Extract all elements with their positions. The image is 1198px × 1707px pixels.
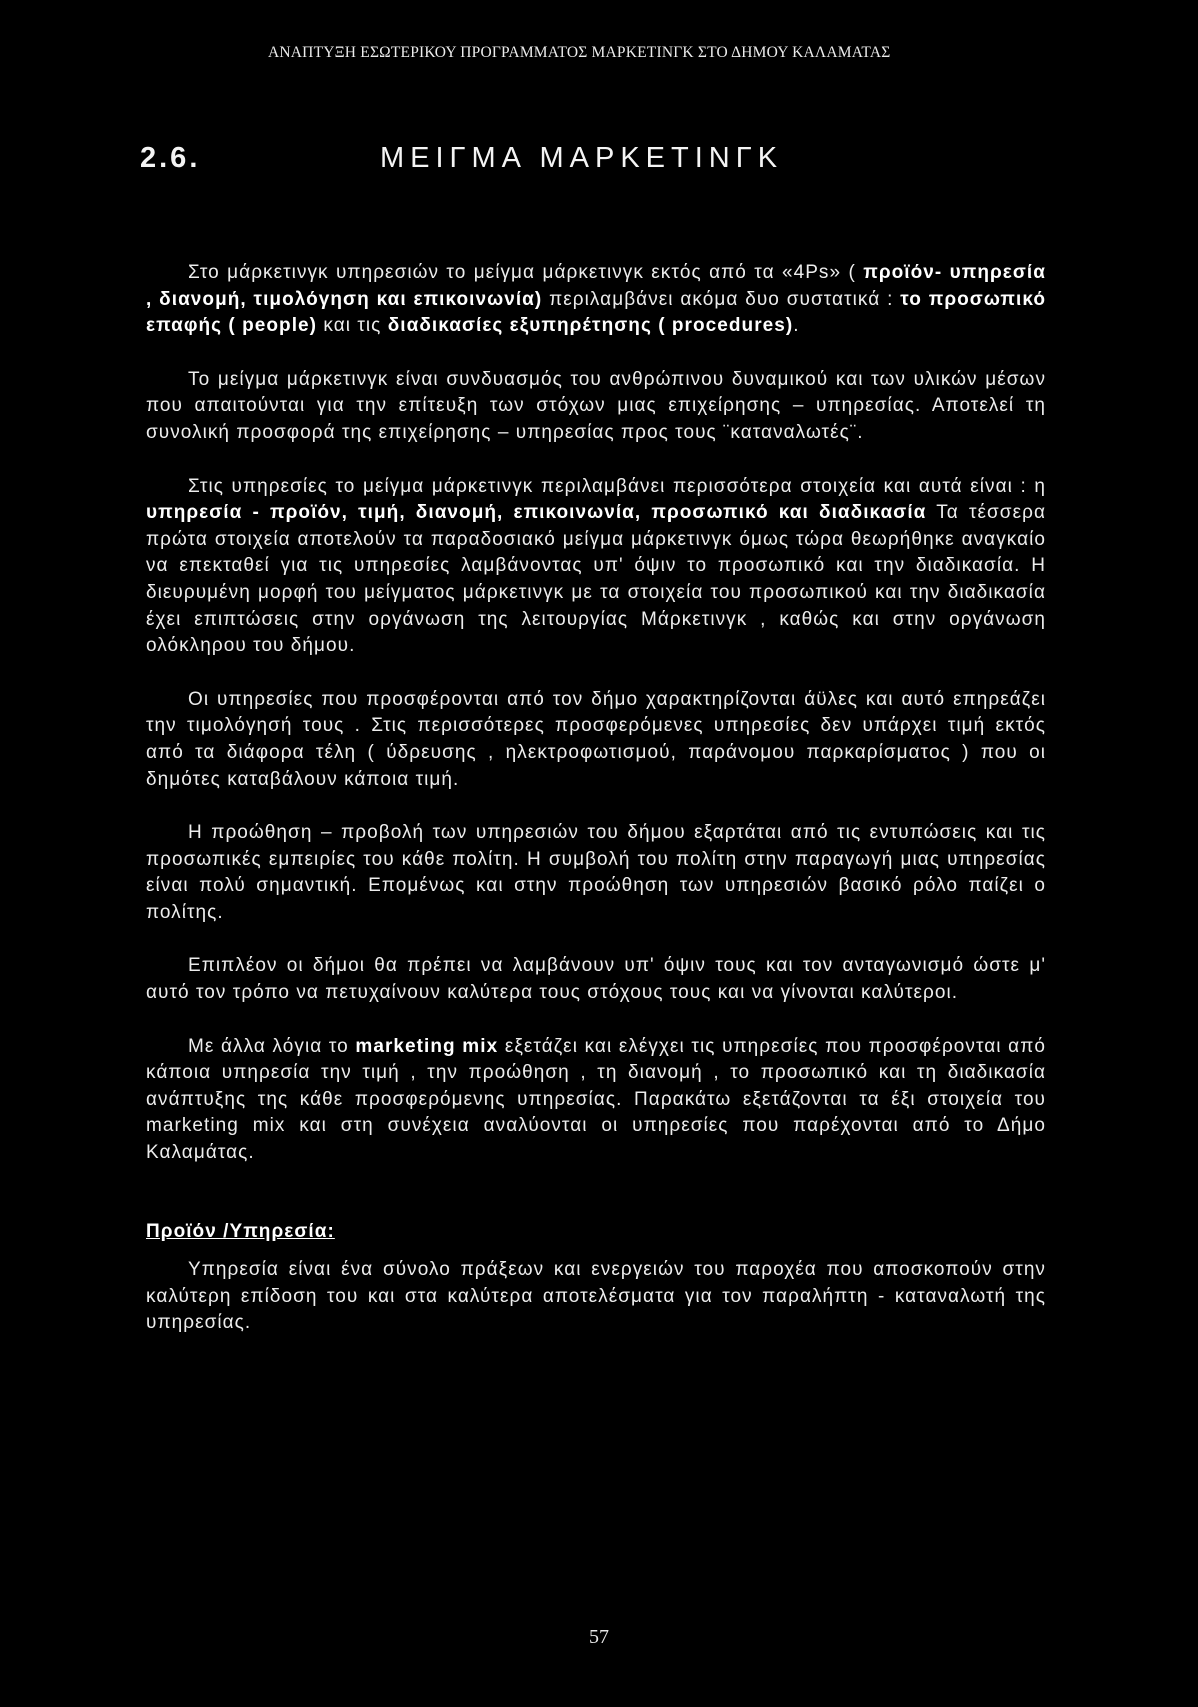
subsection-paragraph: Υπηρεσία είναι ένα σύνολο πράξεων και ενεργειών του παροχέα που αποσκοπούν στην καλύτερη επίδοση του και στα καλύτερα αποτελέσματα για τον παραλήπτη - καταναλωτή της υπηρεσίας. bbox=[146, 1259, 1046, 1334]
paragraph-7 bbox=[146, 1034, 1046, 1167]
section-heading bbox=[140, 142, 1040, 175]
bold-run: προϊόν- υπηρεσία , διανομή, τιμολόγηση και επικοινωνία) bbox=[146, 262, 1046, 310]
section-number: 2.6. bbox=[140, 142, 201, 174]
paragraph-2: Το μείγμα μάρκετινγκ είναι συνδυασμός του ανθρώπινου δυναμικού και των υλικών μέσων που απαιτούνται για την επίτευξη των στόχων μιας επιχείρησης – υπηρεσίας. Αποτελεί τη συνολική προσφορά της επιχείρησης – υπηρεσίας προς τους ¨καταναλωτές¨. bbox=[146, 368, 1046, 443]
paragraph-6: Επιπλέον οι δήμοι θα πρέπει να λαμβάνουν υπ' όψιν τους και τον ανταγωνισμό ώστε μ' αυτό τον τρόπο να πετυχαίνουν καλύτερα τους στόχους τους και να γίνονται καλύτεροι. bbox=[146, 955, 1046, 1004]
text-run: Στο μάρκετινγκ υπηρεσιών το μείγμα μάρκετινγκ εκτός από τα «4Ps» ( bbox=[188, 262, 864, 283]
section-title: ΜΕΙΓΜΑ ΜΑΡΚΕΤΙΝΓΚ bbox=[380, 142, 784, 174]
bold-run: marketing mix bbox=[355, 1035, 499, 1057]
paragraph-4: Οι υπηρεσίες που προσφέρονται από τον δήμο χαρακτηρίζονται άϋλες και αυτό επηρεάζει την τιμολόγησή τους . Στις περισσότερες προσφερόμενες υπηρεσίες δεν υπάρχει τιμή εκτός από τα διάφορα τέλη ( ύδρευσης , ηλεκτροφωτισμού, παράνομου παρκαρίσματος ) που οι δημότες καταβάλουν κάποια τιμή. bbox=[146, 688, 1046, 790]
paragraph-3 bbox=[146, 474, 1046, 660]
bold-run: το προσωπικό επαφής ( people) bbox=[146, 288, 1046, 337]
page-number: 57 bbox=[589, 1626, 609, 1648]
text-run: Στις υπηρεσίες το μείγμα μάρκετινγκ περιλαμβάνει περισσότερα στοιχεία και αυτά είναι : η bbox=[188, 475, 1046, 497]
subsection-title: Προϊόν /Υπηρεσία: bbox=[146, 1220, 335, 1242]
text-run: Τα τέσσερα πρώτα στοιχεία αποτελούν τα παραδοσιακό μείγμα μάρκετινγκ όμως τώρα θεωρήθηκε αναγκαίο να επεκταθεί για τις υπηρεσίες λαμβάνοντας υπ' όψιν το προσωπικό και την διαδικασία. Η διευρυμένη μορφή του μείγματος μάρκετινγκ με τα στοιχεία του προσωπικού και την διαδικασία έχει επιπτώσεις στην οργάνωση της λειτουργίας Μάρκετινγκ , καθώς και στην οργάνωση ολόκληρου του δήμου. bbox=[146, 502, 1046, 657]
bold-run: διαδικασίες εξυπηρέτησης ( procedures) bbox=[387, 315, 794, 337]
text-run: εξετάζει και ελέγχει τις υπηρεσίες που προσφέρονται από κάποια υπηρεσία την τιμή , την προώθηση , τη διανομή , το προσωπικό και τη διαδικασία ανάπτυξης της κάθε προσφερόμενης υπηρεσίας. Παρακάτω εξετάζονται τα έξι στοιχεία του marketing mix και στη συνέχεια αναλύονται οι υπηρεσίες που παρέχονται από το Δήμο Καλαμάτας. bbox=[146, 1035, 1046, 1164]
text-run: και τις bbox=[317, 315, 388, 337]
text-run: περιλαμβάνει ακόμα δυο συστατικά : bbox=[542, 288, 901, 310]
bold-run: υπηρεσία - προϊόν, τιμή, διανομή, επικοινωνία, προσωπικό και διαδικασία bbox=[146, 502, 927, 524]
text-run: Με άλλα λόγια το bbox=[188, 1035, 356, 1057]
text-run: . bbox=[793, 315, 800, 337]
paragraph-5: Η προώθηση – προβολή των υπηρεσιών του δήμου εξαρτάται από τις εντυπώσεις και τις προσωπικές εμπειρίες του κάθε πολίτη. Η συμβολή του πολίτη στην παραγωγή μιας υπηρεσίας είναι πολύ σημαντική. Επομένως και στην προώθηση των υπηρεσιών βασικό ρόλο παίζει ο πολίτης. bbox=[146, 822, 1046, 923]
running-header: ΑΝΑΠΤΥΞΗ ΕΣΩΤΕΡΙΚΟΥ ΠΡΟΓΡΑΜΜΑΤΟΣ ΜΑΡΚΕΤΙΝΓΚ ΣΤΟ ΔΗΜΟΥ ΚΑΛΑΜΑΤΑΣ bbox=[268, 44, 891, 61]
body-text bbox=[146, 260, 1046, 1364]
paragraph-1 bbox=[146, 260, 1046, 340]
